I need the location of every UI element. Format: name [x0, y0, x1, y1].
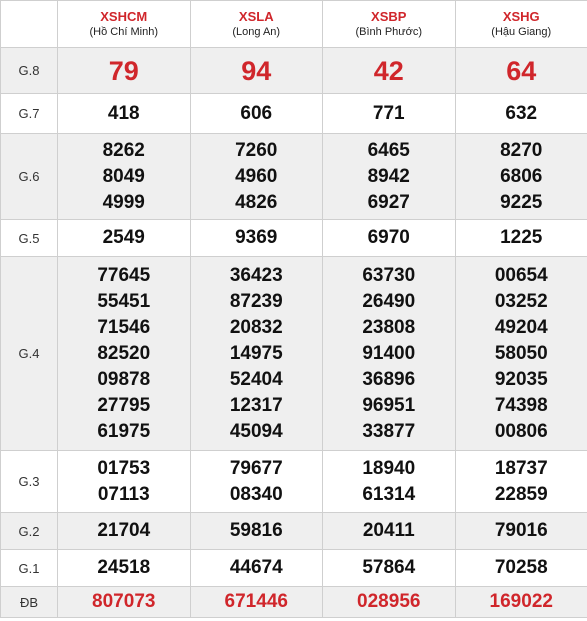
province-name: (Hậu Giang)	[491, 26, 552, 38]
prize-row	[1, 94, 587, 134]
winning-number: 8270	[500, 139, 543, 161]
winning-number: 671446	[224, 591, 288, 612]
winning-number: 74398	[494, 394, 548, 416]
winning-number: 77645	[97, 264, 151, 286]
prize-cell	[58, 257, 191, 451]
winning-number: 771	[372, 102, 405, 124]
winning-number: 49204	[494, 316, 548, 338]
winning-number: 20832	[229, 316, 283, 338]
prize-cell	[455, 134, 587, 220]
winning-number: 42	[373, 55, 404, 86]
winning-number: 59816	[229, 520, 283, 541]
winning-number: 63730	[362, 264, 416, 286]
winning-number: 52404	[229, 368, 283, 390]
province-name: (Hồ Chí Minh)	[89, 26, 158, 38]
winning-number: 03252	[494, 290, 548, 312]
winning-number: 028956	[357, 591, 421, 612]
prize-label: G.3	[1, 451, 58, 513]
prize-cell	[190, 48, 323, 94]
winning-number: 632	[505, 102, 538, 124]
winning-number: 96951	[362, 394, 416, 416]
province-header-la[interactable]	[190, 1, 323, 48]
winning-number: 94	[241, 55, 272, 86]
winning-number: 55451	[97, 290, 151, 312]
prize-row	[1, 220, 587, 257]
prize-label: G.7	[1, 94, 58, 134]
prize-cell	[190, 94, 323, 134]
winning-number: 6927	[367, 191, 410, 213]
prize-cell	[323, 451, 456, 513]
winning-number: 64	[506, 55, 537, 86]
prize-label: G.1	[1, 550, 58, 587]
winning-number: 45094	[229, 420, 283, 442]
winning-number: 79	[108, 55, 139, 86]
winning-number: 6465	[367, 139, 410, 161]
winning-number: 87239	[229, 290, 283, 312]
prize-cell	[455, 587, 587, 618]
winning-number: 21704	[97, 520, 151, 541]
prize-row	[1, 134, 587, 220]
prize-cell	[455, 220, 587, 257]
prize-rows	[1, 48, 587, 618]
prize-cell	[455, 451, 587, 513]
prize-label: G.2	[1, 513, 58, 550]
prize-cell	[58, 48, 191, 94]
winning-number: 01753	[97, 457, 151, 479]
prize-cell	[190, 587, 323, 618]
winning-number: 26490	[362, 290, 416, 312]
winning-number: 57864	[362, 557, 416, 578]
prize-cell	[58, 94, 191, 134]
province-header-hcm[interactable]	[58, 1, 191, 48]
winning-number: 27795	[97, 394, 151, 416]
prize-cell	[323, 513, 456, 550]
prize-cell	[323, 134, 456, 220]
winning-number: 2549	[102, 227, 145, 248]
winning-number: 44674	[229, 557, 283, 578]
winning-number: 23808	[362, 316, 416, 338]
prize-row	[1, 257, 587, 451]
prize-cell	[323, 220, 456, 257]
prize-cell	[455, 48, 587, 94]
province-name: (Long An)	[232, 26, 281, 38]
winning-number: 12317	[229, 394, 283, 416]
prize-row	[1, 550, 587, 587]
winning-number: 18737	[494, 457, 548, 479]
winning-number: 09878	[97, 368, 151, 390]
winning-number: 807073	[92, 591, 156, 612]
winning-number: 79677	[229, 457, 283, 479]
prize-label: G.4	[1, 257, 58, 451]
prize-cell	[58, 513, 191, 550]
winning-number: 92035	[494, 368, 548, 390]
winning-number: 8049	[102, 165, 145, 187]
province-header-hg[interactable]	[455, 1, 587, 48]
winning-number: 8942	[367, 165, 410, 187]
prize-cell	[58, 587, 191, 618]
winning-number: 71546	[97, 316, 151, 338]
winning-number: 14975	[229, 342, 283, 364]
winning-number: 22859	[494, 483, 548, 505]
winning-number: 4999	[102, 191, 145, 213]
winning-number: 79016	[494, 520, 548, 541]
prize-row	[1, 451, 587, 513]
winning-number: 4826	[235, 191, 278, 213]
prize-cell	[190, 257, 323, 451]
winning-number: 9225	[500, 191, 543, 213]
winning-number: 18940	[362, 457, 416, 479]
prize-cell	[190, 451, 323, 513]
prize-row	[1, 513, 587, 550]
prize-row	[1, 587, 587, 618]
winning-number: 58050	[494, 342, 548, 364]
corner-cell	[1, 1, 58, 48]
winning-number: 36423	[229, 264, 283, 286]
prize-label: G.6	[1, 134, 58, 220]
prize-cell	[323, 550, 456, 587]
prize-cell	[323, 257, 456, 451]
prize-cell	[323, 94, 456, 134]
prize-cell	[323, 587, 456, 618]
prize-label: G.8	[1, 48, 58, 94]
prize-cell	[58, 550, 191, 587]
winning-number: 7260	[235, 139, 278, 161]
province-code[interactable]: XSHCM	[100, 9, 148, 24]
winning-number: 1225	[500, 227, 543, 248]
province-code[interactable]: XSHG	[502, 9, 540, 24]
prize-cell	[190, 220, 323, 257]
winning-number: 20411	[362, 520, 415, 541]
winning-number: 00806	[494, 420, 548, 442]
winning-number: 418	[107, 102, 140, 124]
province-code[interactable]: XSLA	[238, 9, 274, 24]
winning-number: 6806	[500, 165, 543, 187]
winning-number: 91400	[362, 342, 416, 364]
winning-number: 08340	[229, 483, 283, 505]
winning-number: 36896	[362, 368, 416, 390]
header-row	[1, 1, 587, 48]
province-code[interactable]: XSBP	[371, 9, 407, 24]
winning-number: 9369	[235, 227, 278, 248]
province-header-bp[interactable]	[323, 1, 456, 48]
prize-cell	[190, 550, 323, 587]
winning-number: 6970	[367, 227, 410, 248]
prize-cell	[455, 550, 587, 587]
prize-cell	[58, 220, 191, 257]
prize-label: ĐB	[1, 587, 58, 618]
prize-cell	[190, 134, 323, 220]
winning-number: 606	[240, 102, 273, 124]
prize-cell	[455, 94, 587, 134]
prize-cell	[455, 257, 587, 451]
prize-cell	[58, 451, 191, 513]
winning-number: 00654	[494, 264, 548, 286]
winning-number: 4960	[235, 165, 278, 187]
winning-number: 169022	[489, 591, 553, 612]
prize-label: G.5	[1, 220, 58, 257]
winning-number: 82520	[97, 342, 151, 364]
prize-cell	[58, 134, 191, 220]
winning-number: 70258	[494, 557, 548, 578]
prize-cell	[323, 48, 456, 94]
prize-row	[1, 48, 587, 94]
winning-number: 07113	[97, 483, 150, 505]
winning-number: 61975	[97, 420, 151, 442]
winning-number: 8262	[102, 139, 145, 161]
prize-cell	[455, 513, 587, 550]
province-name: (Bình Phước)	[355, 26, 423, 38]
prize-cell	[190, 513, 323, 550]
winning-number: 61314	[362, 483, 416, 505]
winning-number: 24518	[97, 557, 151, 578]
winning-number: 33877	[362, 420, 416, 442]
